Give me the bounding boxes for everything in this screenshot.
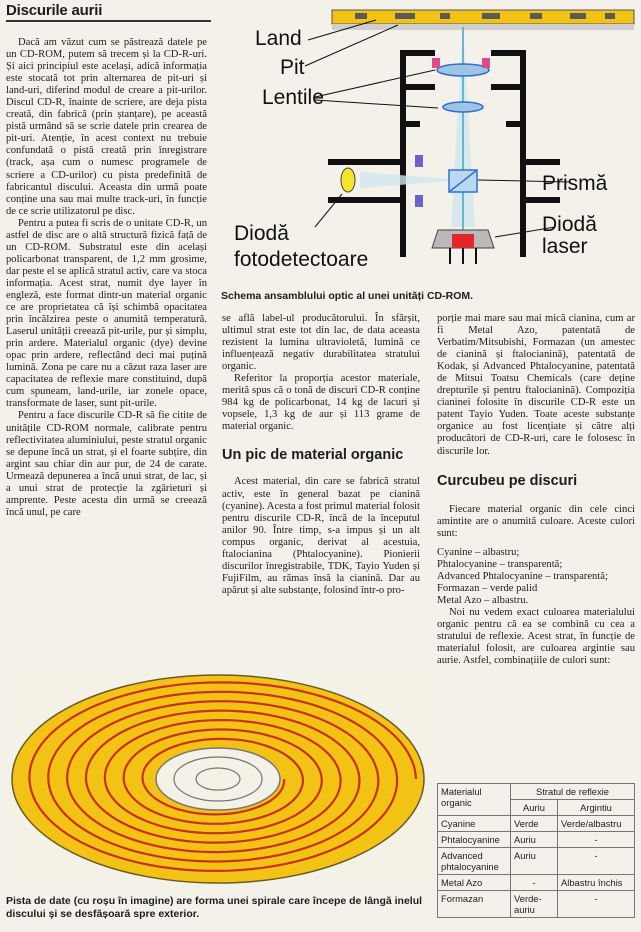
table-cell-silver: Verde/albastru [558, 816, 635, 832]
lens-block-top [415, 155, 423, 167]
photodiode [341, 168, 355, 192]
table-cell-silver: - [558, 891, 635, 918]
spiral-caption: Pista de date (cu roșu în imagine) are forma unei spirale care începe de lângă inelul discului și se desfășoară spre exterior. [6, 895, 423, 920]
col3-paragraph-3: Noi nu vedem exact culoarea materialului organic pentru că ea se combină cu cea a stratului de reflexie. Acest strat, în funcție de materialul folosit, are culoarea argintie sau aurie. Astfel, combinațiile de culori sunt: [437, 607, 635, 667]
lens-block-bottom [415, 195, 423, 207]
table-header-gold: Auriu [511, 800, 558, 816]
color-list-item: Cyanine – albastru; [437, 546, 520, 558]
label-dioda-foto-2: fotodetectoare [234, 248, 369, 271]
table-row [438, 891, 635, 918]
spiral-disc-image [4, 668, 432, 890]
table-cell-name: Phtalocyanine [438, 832, 511, 848]
label-dioda-foto-1: Diodă [234, 222, 289, 245]
label-land: Land [255, 27, 302, 50]
table-cell-name: Advanced phtalocyanine [438, 848, 511, 875]
col2-paragraph-2: Referitor la proporția acestor materiale, merită spus că o tonă de discuri CD-R conține 984 kg de policarbonat, 14 kg de lacuri și vopsele, 1,3 kg de aur și 113 grame de material organic. [222, 373, 420, 433]
lens-2 [443, 102, 483, 112]
table-cell-silver: Albastru închis [558, 875, 635, 891]
table-row [438, 832, 635, 848]
table-cell-name: Metal Azo [438, 875, 511, 891]
marker-right [482, 58, 490, 68]
color-list [437, 547, 635, 607]
color-list-item: Metal Azo – albastru. [437, 595, 529, 607]
col1-paragraph-3: Pentru a face discurile CD-R să fie citite de unitățile CD-ROM normale, calibrate pentru reflectivitatea aluminiului, peste stratul organic se depune încă un strat, și el foarte subțire, din argint sau chiar din aur pur, de 24 de carate. Urmează depunerea a încă unui strat, de lac, și a unui strat de protecție la zgârieturi și amprente. Peste acesta din urmă se creează încă unul, pe care [6, 410, 207, 518]
col1-paragraph-1: Dacă am văzut cum se păstrează datele pe un CD-ROM, putem să trecem și la CD-R-uri. Și aici principiul este același, adică informația este stocată tot prin alternarea de pit-uri și land-uri, diferind modul de creare a pit-urilor. Discul CD-R, înainte de scriere, are deja pista creată, din fabrică (prin ștanțare), pe această pistă urmând să se scrie datele prin crearea de pit-uri. Atenție, în acest context nu trebuie confundată o pistă creată prin înregistrare (track, așa cum o numesc programele de scriere a CD-urilor) cu pista predefinită de fabricantul discului. Aceasta din urmă poate conține una sau mai multe track-uri, în funcție de ce scrie utilizatorul pe disc. [6, 37, 207, 217]
diagram-caption: Schema ansamblului optic al unei unități CD-ROM. [221, 290, 474, 302]
lens-1 [437, 64, 489, 76]
label-prisma: Prismă [542, 172, 608, 195]
table-cell-gold: Verde-auriu [511, 891, 558, 918]
reflected-beam [360, 172, 463, 188]
table-cell-name: Formazan [438, 891, 511, 918]
table-cell-silver: - [558, 832, 635, 848]
marker-left [432, 58, 440, 68]
article-title: Discurile aurii [6, 2, 103, 19]
disc-hole [196, 768, 240, 790]
table-cell-gold: Verde [511, 816, 558, 832]
column-1 [6, 37, 207, 519]
table-cell-gold: - [511, 875, 558, 891]
col3-heading: Curcubeu pe discuri [437, 472, 578, 489]
column-3 [437, 313, 635, 667]
table-row [438, 848, 635, 875]
label-pit: Pit [280, 56, 305, 79]
col2-paragraph-3: Acest material, din care se fabrică stratul activ, este în general bazat pe cianină (cyanine). Acesta a fost primul material folosit pentru discurile CD-R, încă de la începutul anilor 90. Între timp, s-a impus și un alt compus organic, derivat al acestuia, ftalocianina (Phtalocyanine). Pionierii discurilor înregistrabile, TDK, Tayio Yuden și FujiFilm, au rămas însă la cianină. Dar au apărut și alte substanțe, folosind într-o pro- [222, 476, 420, 596]
col2-heading: Un pic de material organic [222, 447, 404, 464]
col3-paragraph-2: Fiecare material organic din cele cinci amintite are o anumită culoare. Aceste culori sunt: [437, 503, 635, 539]
label-dioda-laser: Diodă laser [542, 213, 597, 258]
col2-paragraph-1: se află label-ul producătorului. În sfârșit, ultimul strat este tot din lac, de data aceasta rezistent la lumina ultravioletă, lumină ce influențează negativ durabilitatea stratului organic. [222, 313, 420, 373]
laser-diode [452, 234, 474, 248]
optical-housing [328, 50, 560, 257]
disc-substrate [332, 24, 634, 30]
table-header-material: Materialul organic [438, 784, 511, 816]
color-list-item: Phtalocyanine – transparentă; [437, 558, 563, 570]
column-2 [222, 313, 420, 597]
pointer-lines [305, 20, 570, 237]
color-list-item: Advanced Phtalocyanine – transparentă; [437, 570, 608, 582]
col1-paragraph-2: Pentru a putea fi scris de o unitate CD-R, un astfel de disc are o altă structură fizică față de un CD-ROM. Substratul este din același policarbonat transparent, de 1,2 mm grosime, dar peste el se aplică stratul activ, care va stoca informația. Acest strat, numit dye layer în engleză, este format dintr-un material organic ce are proprietatea că își schimbă opacitatea prin încălzirea peste o anumită temperatură. Laserul unității creează pit-urile, pur și simplu, prin ardere. Materialul organic (dye) devine opac prin ardere, reflectând deci mai puțină lumină. Zona pe care nu a căzut raza laser are capacitatea de reflexie mare constituind, după cum spuneam, land-urile, iar zonele opace, transformate de laser, sunt pit-urile. [6, 217, 207, 410]
table-cell-silver: - [558, 848, 635, 875]
label-lentile: Lentile [262, 86, 324, 109]
table-header-group: Stratul de reflexie [511, 784, 635, 800]
table-row [438, 875, 635, 891]
color-list-item: Formazan – verde palid [437, 582, 538, 594]
table-header-silver: Argintiu [558, 800, 635, 816]
reflection-table [437, 783, 635, 918]
table-row [438, 816, 635, 832]
table-cell-gold: Auriu [511, 848, 558, 875]
col3-paragraph-1: porție mai mare sau mai mică cianina, cum ar fi Metal Azo, patentată de Verbatim/Mitsubishi, Formazan (un amestec de cianină și ftalocianină), patentată de Kodak, și Advanced Phtalocyanine, patentată de Mitsui Toatsu Chemicals (care deține drepturile și pentru ftalocianină). Compoziția cianinei folosite în discurile CD-R este un patent Tayio Yuden. Toate aceste substanțe organice au fost licențiate și către alți producători de CD-R-uri, care le folosesc în discurile lor. [437, 313, 635, 457]
title-underline [6, 20, 211, 22]
optical-diagram [220, 2, 638, 284]
table-cell-name: Cyanine [438, 816, 511, 832]
table-cell-gold: Auriu [511, 832, 558, 848]
